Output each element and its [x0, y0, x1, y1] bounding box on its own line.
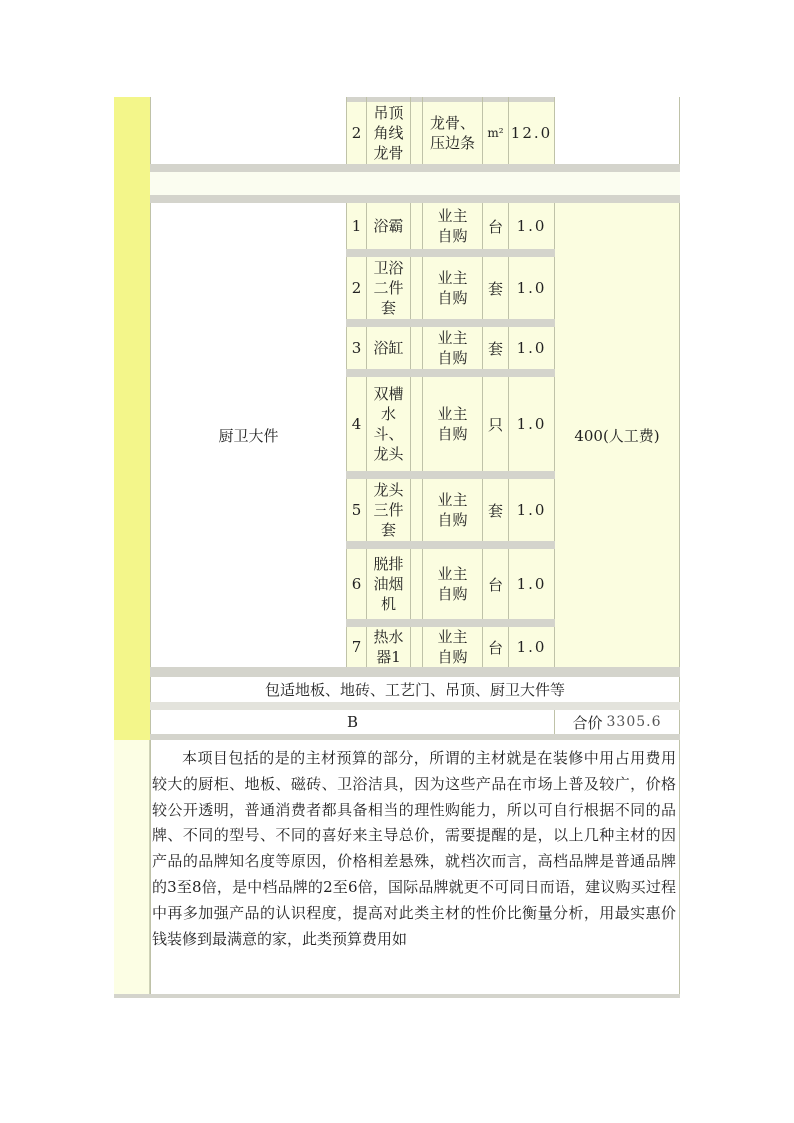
col-line	[410, 549, 411, 619]
item-unit: m²	[487, 126, 504, 140]
item-name: 龙头三件套	[373, 481, 404, 539]
col-line	[410, 479, 411, 541]
item-name: 双槽水斗、龙头	[373, 385, 404, 463]
item-number: 4	[351, 415, 362, 433]
item-content: 业主自购	[437, 405, 468, 443]
item-separator	[346, 369, 555, 377]
item-name: 浴缸	[373, 339, 404, 357]
row-separator	[150, 667, 680, 677]
item-number: 3	[351, 339, 362, 357]
total-row-label: B	[151, 710, 554, 734]
col-line	[410, 627, 411, 667]
item-separator	[346, 249, 555, 257]
summary-row: 包适地板、地砖、工艺门、吊顶、厨卫大件等	[151, 677, 679, 702]
item-content: 业主自购	[437, 329, 468, 367]
col-line	[554, 327, 555, 369]
col-line	[554, 549, 555, 619]
item-name: 浴霸	[373, 217, 404, 235]
item-name: 吊顶角线龙骨	[373, 104, 404, 162]
col-line	[554, 479, 555, 541]
explanation-paragraph	[152, 746, 676, 952]
item-number: 6	[351, 575, 362, 593]
col-line	[554, 627, 555, 667]
empty-row	[150, 172, 680, 195]
col-line	[554, 257, 555, 319]
item-unit: 套	[487, 279, 503, 298]
item-number: 7	[351, 638, 362, 656]
col-line	[410, 97, 411, 164]
item-content: 业主自购	[437, 565, 468, 603]
item-quantity: 1.0	[516, 415, 547, 433]
item-unit: 套	[487, 339, 503, 358]
item-unit: 台	[487, 217, 503, 236]
item-number: 5	[351, 501, 362, 519]
col-line	[410, 203, 411, 249]
row-separator	[150, 734, 680, 740]
item-name: 卫浴二件套	[373, 259, 404, 317]
col-line	[410, 257, 411, 319]
item-content: 龙骨、压边条	[429, 114, 475, 152]
col-line	[410, 377, 411, 471]
item-unit: 只	[487, 415, 503, 434]
item-content: 业主自购	[437, 491, 468, 529]
total-cell	[555, 710, 679, 734]
col-line	[410, 327, 411, 369]
item-number: 1	[351, 217, 362, 235]
item-quantity: 1.0	[516, 501, 547, 519]
section-title: 厨卫大件	[151, 203, 346, 667]
item-number: 2	[351, 279, 362, 297]
item-separator	[346, 619, 555, 627]
total-value: 3305.6	[606, 714, 662, 730]
item-quantity: 1.0	[516, 339, 547, 357]
row-separator	[150, 195, 680, 203]
table-right-border	[679, 97, 680, 994]
col-line	[554, 377, 555, 471]
item-separator	[346, 319, 555, 327]
paragraph-text: 本项目包括的是的主材预算的部分，所谓的主材就是在装修中用占用费用较大的厨柜、地板、磁砖、卫浴洁具，因为这些产品在市场上普及较广，价格较公开透明，普通消费者都具备相当的理性购能力，所以可自行根据不同的品牌、不同的型号、不同的喜好来主导总价，需要提醒的是，以上几种主材的因产品的品牌知名度等原因，价格相差悬殊，就档次而言，高档品牌是普通品牌的3至8倍，是中档品牌的2至6倍，国际品牌就更不可同日而语，建议购买过程中再多加强产品的认识程度，提高对此类主材的性价比衡量分析，用最实惠价钱装修到最满意的家，此类预算费用如	[152, 749, 676, 948]
item-content: 业主自购	[437, 207, 468, 245]
item-quantity: 1.0	[516, 279, 547, 297]
item-separator	[346, 471, 555, 479]
item-unit: 台	[487, 638, 503, 657]
item-name: 热水器1	[373, 628, 404, 666]
item-number: 2	[351, 124, 362, 142]
item-separator	[346, 541, 555, 549]
item-quantity: 1.0	[516, 575, 547, 593]
item-content: 业主自购	[437, 628, 468, 666]
section-items	[346, 203, 555, 667]
item-quantity: 1.0	[516, 217, 547, 235]
left-side-strip-lower	[114, 740, 150, 994]
row-separator	[150, 702, 680, 710]
left-side-strip	[114, 97, 150, 740]
item-content: 业主自购	[437, 269, 468, 307]
col-line	[554, 203, 555, 249]
table-bottom-border	[114, 994, 680, 998]
item-unit: 台	[487, 575, 503, 594]
item-quantity: 1.0	[516, 638, 547, 656]
row-separator	[150, 164, 680, 172]
item-quantity: 12.0	[510, 124, 553, 142]
total-label: 合价	[572, 713, 603, 732]
col-line	[554, 97, 555, 164]
section-labor-note: 400(人工费)	[555, 203, 679, 667]
item-unit: 套	[487, 501, 503, 520]
item-name: 脱排油烟机	[373, 555, 404, 613]
